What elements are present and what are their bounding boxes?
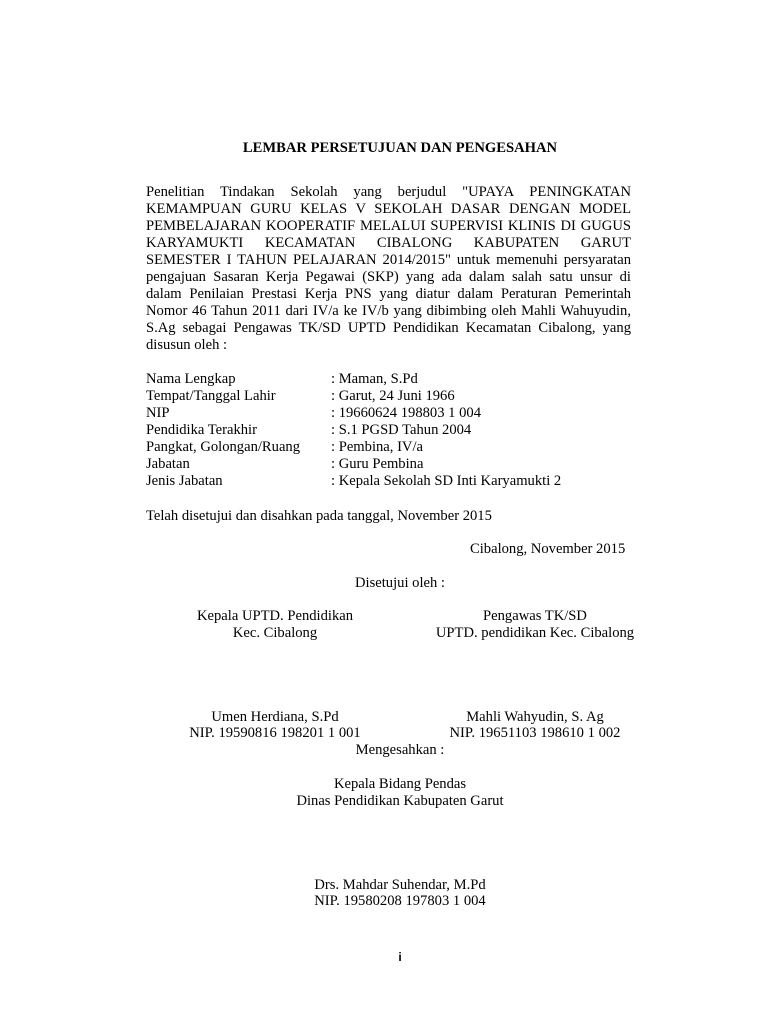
paragraph-line: KARYAMUKTI KECAMATAN CIBALONG KABUPATEN GARUT (146, 235, 631, 251)
approval-statement: Telah disetujui dan disahkan pada tanggal, November 2015 (146, 508, 492, 524)
paragraph-line: Penelitian Tindakan Sekolah yang berjudul "UPAYA PENINGKATAN (146, 184, 631, 200)
paragraph-line: KEMAMPUAN GURU KELAS V SEKOLAH DASAR DENGAN MODEL (146, 201, 631, 217)
left-signatory-name: Umen Herdiana, S.Pd (211, 709, 339, 725)
place-date: Cibalong, November 2015 (470, 541, 626, 557)
identity-label: NIP (146, 405, 170, 421)
identity-label: Pendidika Terakhir (146, 422, 257, 438)
right-signatory-unit: UPTD. pendidikan Kec. Cibalong (435, 625, 635, 641)
identity-row (146, 473, 626, 490)
head-signatory-nip: NIP. 19580208 197803 1 004 (314, 893, 486, 909)
left-signatory-nip: NIP. 19590816 198201 1 001 (189, 725, 361, 741)
paragraph-line: PEMBELAJARAN KOOPERATIF MELALUI SUPERVISI KLINIS DI GUGUS (146, 218, 631, 234)
paragraph-line: Nomor 46 Tahun 2011 dari IV/a ke IV/b yang dibimbing oleh Mahli Wahuyudin, (146, 303, 631, 319)
paragraph-line: SEMESTER I TAHUN PELAJARAN 2014/2015" untuk memenuhi persyaratan (146, 252, 631, 268)
identity-row (146, 439, 626, 456)
identity-label: Pangkat, Golongan/Ruang (146, 439, 301, 455)
identity-table (146, 371, 626, 490)
identity-value: : Pembina, IV/a (331, 439, 424, 455)
identity-value: : 19660624 198803 1 004 (331, 405, 481, 421)
identity-row (146, 388, 626, 405)
paragraph-line: S.Ag sebagai Pengawas TK/SD UPTD Pendidikan Kecamatan Cibalong, yang (146, 320, 631, 336)
identity-label: Tempat/Tanggal Lahir (146, 388, 276, 404)
identity-row (146, 422, 626, 439)
identity-row (146, 456, 626, 473)
identity-value: : Kepala Sekolah SD Inti Karyamukti 2 (331, 473, 562, 489)
ratified-by-label: Mengesahkan : (355, 742, 445, 758)
head-signatory-title: Kepala Bidang Pendas (333, 776, 467, 792)
identity-value: : Garut, 24 Juni 1966 (331, 388, 455, 404)
head-signatory-name: Drs. Mahdar Suhendar, M.Pd (314, 877, 486, 893)
right-signatory-title: Pengawas TK/SD (483, 608, 587, 624)
identity-value: : Maman, S.Pd (331, 371, 418, 387)
identity-label: Jabatan (146, 456, 190, 472)
body-paragraph (146, 184, 631, 354)
identity-value: : S.1 PGSD Tahun 2004 (331, 422, 472, 438)
right-signatory-name: Mahli Wahyudin, S. Ag (466, 709, 604, 725)
identity-label: Jenis Jabatan (146, 473, 223, 489)
approved-by-label: Disetujui oleh : (355, 575, 445, 591)
page-title: LEMBAR PERSETUJUAN DAN PENGESAHAN (242, 140, 558, 156)
right-signatory-nip: NIP. 19651103 198610 1 002 (449, 725, 621, 741)
identity-value: : Guru Pembina (331, 456, 424, 472)
paragraph-line: dalam Penilaian Prestasi Kerja PNS yang diatur dalam Peraturan Pemerintah (146, 286, 631, 302)
page-number: i (398, 950, 402, 964)
identity-row (146, 371, 626, 388)
left-signatory-title: Kepala UPTD. Pendidikan (196, 608, 354, 624)
identity-label: Nama Lengkap (146, 371, 236, 387)
paragraph-line: pengajuan Sasaran Kerja Pegawai (SKP) yang ada dalam salah satu unsur di (146, 269, 631, 285)
paragraph-line: disusun oleh : (146, 337, 228, 353)
identity-row (146, 405, 626, 422)
left-signatory-unit: Kec. Cibalong (232, 625, 318, 641)
head-signatory-unit: Dinas Pendidikan Kabupaten Garut (296, 793, 504, 809)
